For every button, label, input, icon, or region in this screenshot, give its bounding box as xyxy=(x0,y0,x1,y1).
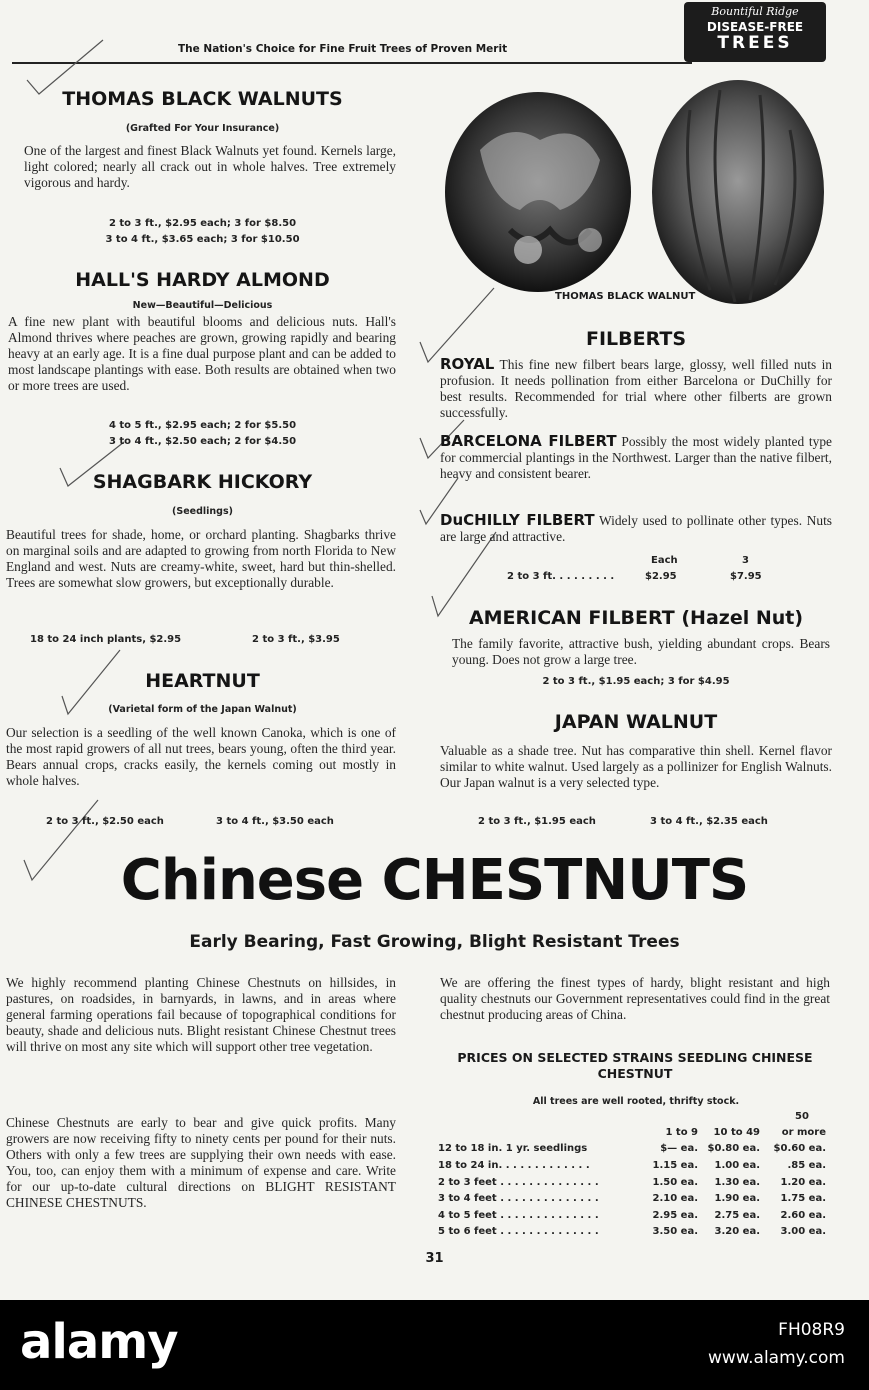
hickory-price-2: 2 to 3 ft., $3.95 xyxy=(252,634,340,645)
image-id: FH08R9 xyxy=(778,1320,845,1340)
almond-subtitle: New—Beautiful—Delicious xyxy=(132,300,273,311)
filberts-title: FILBERTS xyxy=(585,328,687,350)
hickory-subtitle: (Seedlings) xyxy=(172,506,233,517)
thomas-walnut-subtitle: (Grafted For Your Insurance) xyxy=(125,123,280,134)
table-cell: 3.50 ea. xyxy=(652,1226,698,1238)
table-cell: 1.30 ea. xyxy=(714,1176,760,1188)
table-header-cell: 1 to 9 xyxy=(665,1126,698,1138)
header-rule xyxy=(12,62,692,64)
chestnuts-paragraph-1: We highly recommend planting Chinese Chestnuts on hillsides, in pastures, on roadsides, in barnyards, in lawns, and in areas where general farming operations fail because of topographical conditions for beauty, shade and delicious nuts. Blight resistant Chinese Chestnut trees will thrive on most any site which will support other tree vegetation. xyxy=(6,975,396,1054)
badge-brand: Bountiful Ridge xyxy=(711,5,799,18)
japan-walnut-price-1: 2 to 3 ft., $1.95 each xyxy=(478,816,596,827)
chestnut-table-title: PRICES ON SELECTED STRAINS SEEDLING CHINESE CHESTNUT xyxy=(457,1050,813,1081)
filbert-royal-text: This fine new filbert bears large, glossy, well filled nuts in profusion. It needs pollination from either Barcelona or DuChilly for best results. Recommended for trial where other filberts are grown successfully. xyxy=(440,357,832,420)
badge-disease-free: DISEASE-FREE xyxy=(706,20,804,34)
table-cell: 3.20 ea. xyxy=(714,1226,760,1238)
filbert-duchilly xyxy=(440,512,832,545)
thomas-walnut-price-1: 2 to 3 ft., $2.95 each; 3 for $8.50 xyxy=(108,218,297,229)
footer-bar xyxy=(0,1300,869,1390)
filbert-price-each: $2.95 xyxy=(645,571,677,582)
table-cell: 4 to 5 feet . . . . . . . . . . . . . . xyxy=(438,1209,599,1221)
filbert-price-three: $7.95 xyxy=(730,571,762,582)
thomas-walnut-description: One of the largest and finest Black Walnuts yet found. Kernels large, light colored; nearly all crack out in whole halves. Tree extremely vigorous and hardy. xyxy=(24,143,396,190)
table-cell: 3.00 ea. xyxy=(780,1226,826,1238)
walnut-photo xyxy=(440,80,840,310)
filbert-barcelona-name: BARCELONA FILBERT xyxy=(440,432,617,450)
table-row xyxy=(438,1174,826,1191)
cracked-walnut-icon xyxy=(445,92,631,292)
table-cell: 2.10 ea. xyxy=(652,1193,698,1205)
japan-walnut-price-2: 3 to 4 ft., $2.35 each xyxy=(650,816,768,827)
thomas-walnut-price-2: 3 to 4 ft., $3.65 each; 3 for $10.50 xyxy=(105,234,300,245)
table-cell: 5 to 6 feet . . . . . . . . . . . . . . xyxy=(438,1226,599,1238)
table-cell: 2.75 ea. xyxy=(714,1209,760,1221)
table-header-cell: or more xyxy=(781,1126,826,1138)
footer-url: www.alamy.com xyxy=(707,1348,845,1368)
heartnut-price-2: 3 to 4 ft., $3.50 each xyxy=(216,816,334,827)
table-cell: 12 to 18 in. 1 yr. seedlings xyxy=(438,1143,588,1155)
hickory-price-1: 18 to 24 inch plants, $2.95 xyxy=(30,634,182,645)
table-cell: 1.90 ea. xyxy=(714,1193,760,1205)
chestnuts-title: Chinese CHESTNUTS xyxy=(120,848,749,913)
table-cell: 1.15 ea. xyxy=(652,1159,698,1171)
table-cell: $0.60 ea. xyxy=(773,1143,826,1155)
american-filbert-title: AMERICAN FILBERT (Hazel Nut) xyxy=(468,607,804,629)
chestnut-price-table xyxy=(438,1124,826,1240)
whole-walnut-icon xyxy=(652,80,824,304)
filbert-royal-name: ROYAL xyxy=(440,355,495,373)
filbert-barcelona xyxy=(440,433,832,482)
japan-walnut-title: JAPAN WALNUT xyxy=(554,711,718,733)
table-row xyxy=(438,1190,826,1207)
table-cell: 1.50 ea. xyxy=(652,1176,698,1188)
table-row xyxy=(438,1157,826,1174)
table-cell: 3 to 4 feet . . . . . . . . . . . . . . xyxy=(438,1193,599,1205)
heartnut-price-1: 2 to 3 ft., $2.50 each xyxy=(46,816,164,827)
american-filbert-description: The family favorite, attractive bush, yielding abundant crops. Bears young. Does not grow a large tree. xyxy=(452,636,830,667)
page-number: 31 xyxy=(425,1251,444,1266)
table-header-row xyxy=(438,1124,826,1141)
heartnut-subtitle: (Varietal form of the Japan Walnut) xyxy=(108,704,297,715)
chestnut-table-col-extra: 50 xyxy=(795,1111,809,1122)
table-row xyxy=(438,1207,826,1224)
walnut-photo-caption: THOMAS BLACK WALNUT xyxy=(555,291,696,302)
filbert-royal xyxy=(440,356,832,421)
filbert-price-size: 2 to 3 ft. . . . . . . . . xyxy=(507,571,615,582)
alamy-logo: alamy xyxy=(20,1314,178,1370)
hickory-description: Beautiful trees for shade, home, or orchard planting. Shagbarks thrive on marginal soils and are adapted to growing from north Florida to New England and west. Nuts are creamy-white, sweet, hard but thin-shelled. Trees are somewhat slow growers, but exceptionally durable. xyxy=(6,527,396,590)
hickory-title: SHAGBARK HICKORY xyxy=(92,471,313,493)
table-cell: $0.80 ea. xyxy=(707,1143,760,1155)
almond-price-2: 3 to 4 ft., $2.50 each; 2 for $4.50 xyxy=(108,436,297,447)
table-cell: 1.75 ea. xyxy=(780,1193,826,1205)
american-filbert-price: 2 to 3 ft., $1.95 each; 3 for $4.95 xyxy=(542,676,730,687)
almond-description: A fine new plant with beautiful blooms and delicious nuts. Hall's Almond thrives where peaches are grown, growing rapidly and bearing heavy at an early age. It is a fine dual purpose plant and can be added to most landscape plantings with ease. Both results are obtained when two or more trees are used. xyxy=(8,314,396,393)
heartnut-description: Our selection is a seedling of the well known Canoka, which is one of the most rapid growers of all nut trees, bears young, often the third year. Bears annual crops, cracks easily, the kernels coming out mostly in whole halves. xyxy=(6,725,396,788)
heartnut-title: HEARTNUT xyxy=(145,670,260,692)
table-header-cell: 10 to 49 xyxy=(713,1126,760,1138)
header-tagline: The Nation's Choice for Fine Fruit Trees of Proven Merit xyxy=(178,43,508,55)
chestnuts-subtitle: Early Bearing, Fast Growing, Blight Resistant Trees xyxy=(189,932,680,952)
chestnut-table-note: All trees are well rooted, thrifty stock. xyxy=(532,1096,740,1107)
table-cell: 2 to 3 feet . . . . . . . . . . . . . . xyxy=(438,1176,599,1188)
table-cell: 18 to 24 in. . . . . . . . . . . . . xyxy=(438,1159,590,1171)
table-cell: 1.00 ea. xyxy=(714,1159,760,1171)
almond-title: HALL'S HARDY ALMOND xyxy=(75,269,330,291)
badge-trees: TREES xyxy=(717,33,793,53)
almond-price-1: 4 to 5 ft., $2.95 each; 2 for $5.50 xyxy=(108,420,297,431)
japan-walnut-description: Valuable as a shade tree. Nut has comparative thin shell. Kernel flavor similar to white walnut. Used largely as a pollinizer for English Walnuts. Our Japan walnut is a very selected type. xyxy=(440,743,832,790)
filbert-barcelona-text: Possibly the most widely planted type for commercial plantings in the Northwest. Larger than the native filbert, heavy and consistent bearer. xyxy=(440,434,832,481)
table-header-cell xyxy=(438,1124,638,1141)
table-cell: 2.95 ea. xyxy=(652,1209,698,1221)
table-cell: .85 ea. xyxy=(787,1159,826,1171)
table-cell: $— ea. xyxy=(660,1143,698,1155)
table-row xyxy=(438,1141,826,1158)
chestnuts-paragraph-2: Chinese Chestnuts are early to bear and give quick profits. Many growers are now receiving fifty to ninety cents per pound for their nuts. Others with only a few trees are supplying their own needs with ease. You, too, can enjoy them with a minimum of expense and care. Write for our up-to-date cultural directions on BLIGHT RESISTANT CHINESE CHESTNUTS. xyxy=(6,1115,396,1210)
chestnuts-paragraph-3: We are offering the finest types of hardy, blight resistant and high quality chestnuts our Government representatives could find in the great chestnut producing areas of China. xyxy=(440,975,830,1022)
filbert-price-head-each: Each xyxy=(651,555,678,566)
disease-free-badge xyxy=(684,2,826,62)
table-cell: 1.20 ea. xyxy=(780,1176,826,1188)
filbert-price-head-three: 3 xyxy=(742,555,749,566)
table-row xyxy=(438,1224,826,1241)
filbert-duchilly-text: Widely used to pollinate other types. Nuts are large and attractive. xyxy=(440,513,832,544)
table-cell: 2.60 ea. xyxy=(780,1209,826,1221)
filbert-duchilly-name: DuCHILLY FILBERT xyxy=(440,511,595,529)
thomas-walnut-title: THOMAS BLACK WALNUTS xyxy=(62,88,343,110)
